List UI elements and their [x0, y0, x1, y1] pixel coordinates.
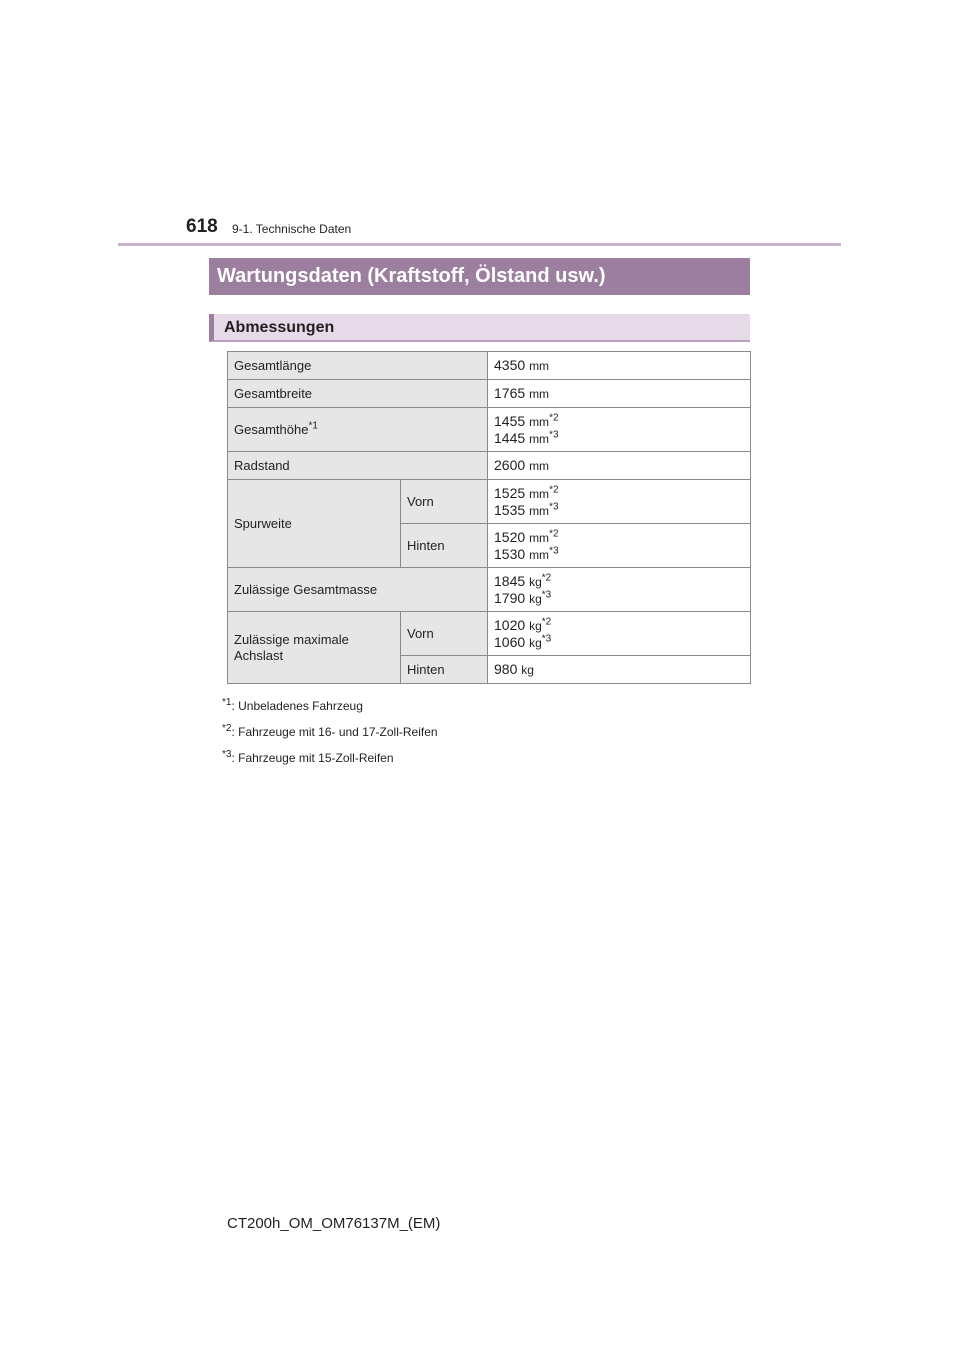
table-row — [228, 408, 751, 452]
row-value: 1765 mm — [488, 380, 751, 408]
row-value: 1455 $mm^{*2}$ 1445 $mm^{*3}$ — [488, 408, 751, 452]
sub-label: Hinten — [401, 656, 488, 684]
table-row — [228, 352, 751, 380]
document-id: CT200h_OM_OM76137M_(EM) — [227, 1215, 441, 1232]
footnotes — [222, 690, 438, 768]
row-label: Spurweite — [228, 480, 401, 568]
chapter-title: 9-1. Technische Daten — [232, 222, 352, 236]
sub-label: Hinten — [401, 524, 488, 568]
footnote: $^{*3}$: Fahrzeuge mit 15-Zoll-Reifen — [222, 749, 394, 765]
section-title: Wartungsdaten (Kraftstoff, Ölstand usw.) — [209, 258, 750, 295]
dimensions-table — [227, 351, 751, 684]
sub-label: Vorn — [401, 612, 488, 656]
row-value: 1845 $kg^{*2}$ 1790 $kg^{*3}$ — [488, 568, 751, 612]
page-number: 618 — [186, 216, 218, 237]
row-value: 1525 $mm^{*2}$ 1535 $mm^{*3}$ — [488, 480, 751, 524]
table-row — [228, 480, 751, 524]
table-row — [228, 452, 751, 480]
row-label: Gesamtbreite — [228, 380, 488, 408]
row-value: 980 kg — [488, 656, 751, 684]
subsection-title: Abmessungen — [209, 314, 750, 342]
row-value: 1020 $kg^{*2}$ 1060 $kg^{*3}$ — [488, 612, 751, 656]
footnote: $^{*2}$: Fahrzeuge mit 16- und 17-Zoll-Reifen — [222, 723, 438, 739]
row-label: Zulässige maximale Achslast — [228, 612, 401, 684]
row-label: Zulässige Gesamtmasse — [228, 568, 488, 612]
table-row — [228, 568, 751, 612]
row-label: Gesamthöhe$^{*1}$ — [228, 408, 488, 452]
sub-label: Vorn — [401, 480, 488, 524]
header-rule — [118, 243, 841, 246]
row-label: Gesamtlänge — [228, 352, 488, 380]
table-row — [228, 612, 751, 656]
row-value: 1520 $mm^{*2}$ 1530 $mm^{*3}$ — [488, 524, 751, 568]
table-row — [228, 380, 751, 408]
row-value: 4350 mm — [488, 352, 751, 380]
footnote: $^{*1}$: Unbeladenes Fahrzeug — [222, 697, 363, 713]
row-value: 2600 mm — [488, 452, 751, 480]
row-label: Radstand — [228, 452, 488, 480]
